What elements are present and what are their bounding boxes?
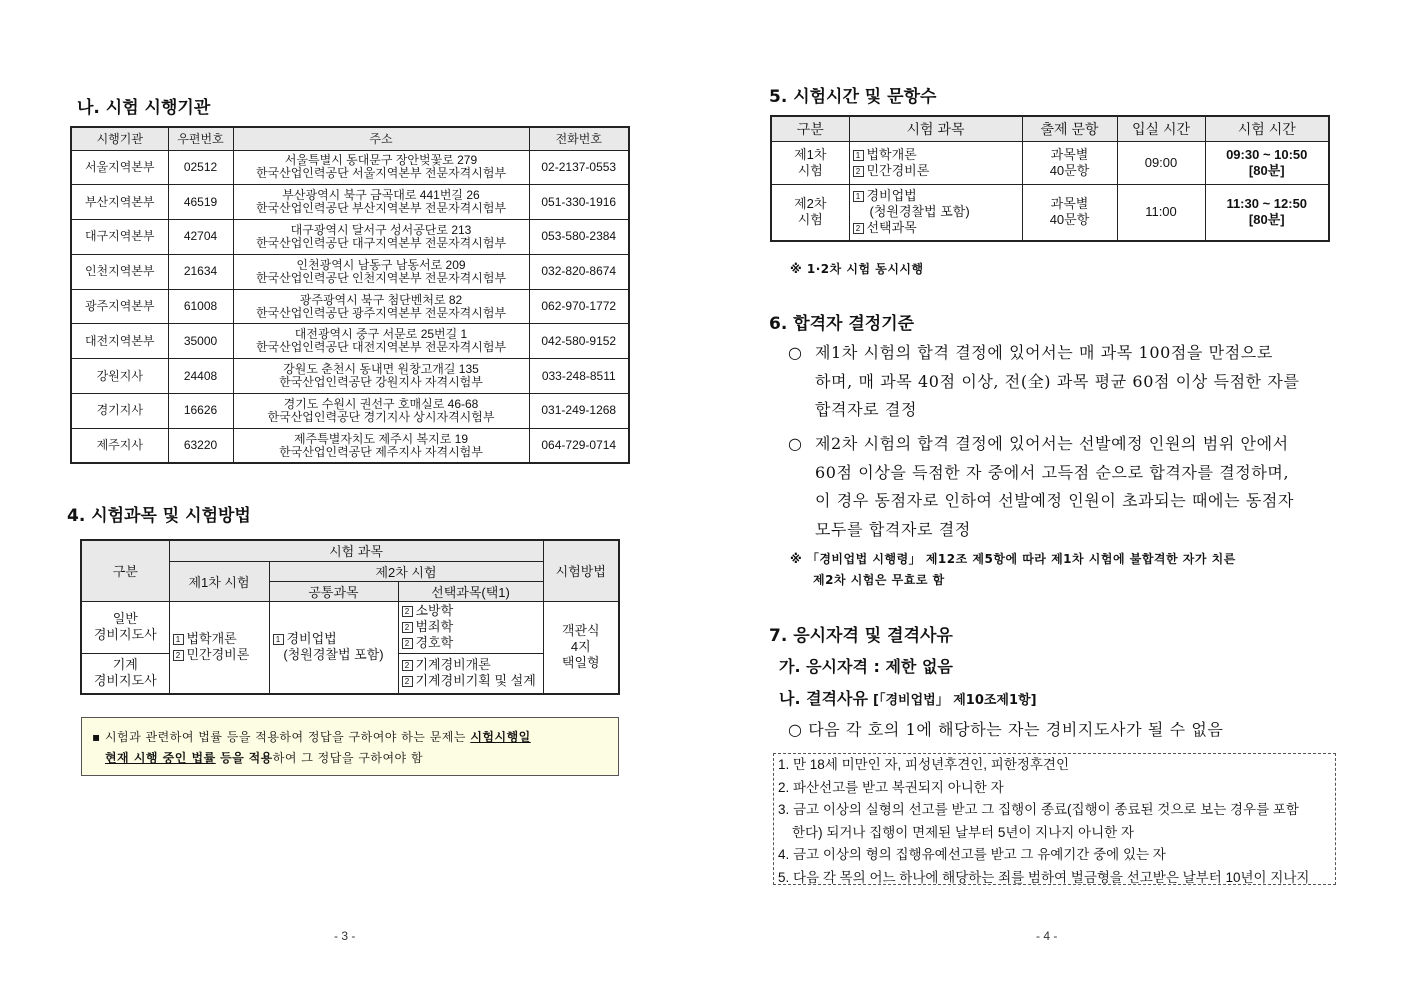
address-cell: 강원도 춘천시 동내면 원창고개길 135 한국산업인력공단 강원지사 자격시험부 — [233, 359, 529, 394]
elective-machine — [398, 653, 543, 694]
tel-cell: 033-248-8511 — [529, 359, 629, 394]
time-row-first — [771, 141, 1329, 184]
time-header-entry: 입실 시간 — [1117, 116, 1205, 141]
elective-item: 2 기계경비개론 — [402, 657, 543, 673]
disqualification-item: 5. 다음 각 목의 어느 하나에 해당하는 죄를 범하여 벌금형을 선고받은 날부터 10년이 지나지 — [778, 869, 1310, 885]
org-cell: 부산지역본부 — [71, 185, 168, 220]
header-subject: 시험 과목 — [169, 540, 543, 561]
concurrent-exam-note: ※ 1·2차 시험 동시시행 — [790, 262, 924, 276]
method-cell: 객관식 4지 택일형 — [543, 601, 619, 694]
org-cell: 대전지역본부 — [71, 324, 168, 359]
institution-row — [71, 428, 629, 463]
tel-cell: 032-820-8674 — [529, 254, 629, 289]
zip-cell: 35000 — [168, 324, 233, 359]
disqualification-list — [773, 753, 1336, 885]
number-box-icon: 1 — [273, 634, 284, 645]
header-first: 제1차 시험 — [169, 561, 269, 601]
section5-title: 5. 시험시간 및 문항수 — [769, 87, 937, 107]
org-cell: 광주지역본부 — [71, 289, 168, 324]
zip-cell: 61008 — [168, 289, 233, 324]
section4-title: 4. 시험과목 및 시험방법 — [67, 506, 251, 526]
invalid-note-line-2: 제2차 시험은 무효로 함 — [813, 573, 945, 587]
header-tel: 전화번호 — [529, 127, 629, 150]
header-zip: 우편번호 — [168, 127, 233, 150]
tel-cell: 051-330-1916 — [529, 185, 629, 220]
zip-cell: 46519 — [168, 185, 233, 220]
number-box-icon: 2 — [402, 660, 413, 671]
header-method: 시험방법 — [543, 540, 619, 601]
disqualification-intro: ○ 다음 각 호의 1에 해당하는 자는 경비지도사가 될 수 없음 — [788, 720, 1224, 739]
institution-row — [71, 150, 629, 185]
address-cell: 인천광역시 남동구 남동서로 209 한국산업인력공단 인천지역본부 전문자격시험부 — [233, 254, 529, 289]
elective-item: 2 범죄학 — [402, 619, 543, 635]
address-cell: 경기도 수원시 권선구 호매실로 46-68 한국산업인력공단 경기지사 상시자격시험부 — [233, 394, 529, 429]
org-cell: 제주지사 — [71, 428, 168, 463]
first-questions: 과목별 40문항 — [1022, 141, 1117, 184]
number-box-icon: 2 — [853, 223, 864, 234]
institution-row — [71, 185, 629, 220]
tel-cell: 02-2137-0553 — [529, 150, 629, 185]
elective-item: 2 기계경비기획 및 설계 — [402, 673, 543, 689]
number-box-icon: 1 — [853, 191, 864, 202]
time-header-duration: 시험 시간 — [1205, 116, 1329, 141]
zip-cell: 24408 — [168, 359, 233, 394]
page-number-right: - 4 - — [1036, 929, 1058, 943]
number-box-icon: 2 — [853, 166, 864, 177]
org-cell: 경기지사 — [71, 394, 168, 429]
page-number-left: - 3 - — [334, 929, 356, 943]
address-cell: 대전광역시 중구 서문로 25번길 1 한국산업인력공단 대전지역본부 전문자격시험부 — [233, 324, 529, 359]
address-cell: 제주특별자치도 제주시 복지로 19 한국산업인력공단 제주지사 자격시험부 — [233, 428, 529, 463]
address-cell: 부산광역시 북구 금곡대로 441번길 26 한국산업인력공단 부산지역본부 전문자격시험부 — [233, 185, 529, 220]
institution-row — [71, 220, 629, 255]
second-gubun: 제2차 시험 — [771, 184, 849, 241]
number-box-icon: 1 — [853, 150, 864, 161]
second-entry-time: 11:00 — [1117, 184, 1205, 241]
elective-item: 2 경호학 — [402, 635, 543, 651]
tel-cell: 062-970-1772 — [529, 289, 629, 324]
first-subject-list: 1 법학개론 2 민간경비론 — [849, 141, 1022, 184]
number-box-icon: 2 — [402, 622, 413, 633]
header-elective: 선택과목(택1) — [398, 581, 543, 601]
disqualification-item: 4. 금고 이상의 형의 집행유예선고를 받고 그 유예기간 중에 있는 자 — [778, 847, 1166, 862]
institution-row — [71, 324, 629, 359]
subject-header-row-1 — [81, 540, 619, 561]
time-header-gubun: 구분 — [771, 116, 849, 141]
institution-header-row — [71, 127, 629, 150]
number-box-icon: 2 — [402, 638, 413, 649]
time-header-questions: 출제 문항 — [1022, 116, 1117, 141]
first-subjects: 1 법학개론 2 민간경비론 — [169, 601, 269, 694]
header-address: 주소 — [233, 127, 529, 150]
second-questions: 과목별 40문항 — [1022, 184, 1117, 241]
disqualification-item: 2. 파산선고를 받고 복권되지 아니한 자 — [778, 779, 1004, 795]
zip-cell: 02512 — [168, 150, 233, 185]
org-cell: 대구지역본부 — [71, 220, 168, 255]
zip-cell: 16626 — [168, 394, 233, 429]
type-machine: 기계 경비지도사 — [81, 653, 169, 694]
first-exam-time: 09:30 ~ 10:50 [80분] — [1205, 141, 1329, 184]
time-header-subject: 시험 과목 — [849, 116, 1022, 141]
subject-table — [80, 539, 620, 695]
number-box-icon: 2 — [402, 676, 413, 687]
zip-cell: 21634 — [168, 254, 233, 289]
elective-item: 2 소방학 — [402, 603, 543, 619]
zip-cell: 63220 — [168, 428, 233, 463]
law-application-note: ▪ 시험과 관련하여 법률 등을 적용하여 정답을 구하여야 하는 문제는 시험시행일 현재 시행 중인 법률 등을 적용하여 그 정답을 구하여야 함 — [81, 717, 619, 776]
circle-bullet-icon: ○ — [788, 434, 803, 453]
org-cell: 서울지역본부 — [71, 150, 168, 185]
header-common: 공통과목 — [269, 581, 398, 601]
number-box-icon: 2 — [402, 606, 413, 617]
elective-general — [398, 601, 543, 653]
disqualification-item: 3. 금고 이상의 실형의 선고를 받고 그 집행이 종료(집행이 종료된 것으로 보는 경우를 포함 — [778, 802, 1299, 817]
second-exam-time: 11:30 ~ 12:50 [80분] — [1205, 184, 1329, 241]
first-gubun: 제1차 시험 — [771, 141, 849, 184]
number-box-icon: 2 — [173, 650, 184, 661]
subject-row-general — [81, 601, 619, 653]
section6-title: 6. 합격자 결정기준 — [769, 314, 915, 334]
section7-title: 7. 응시자격 및 결격사유 — [769, 626, 953, 646]
invalid-note-line-1: ※ 「경비업법 시행령」 제12조 제5항에 따라 제1차 시험에 불합격한 자가 치른 — [790, 552, 1236, 566]
exam-time-table — [770, 115, 1330, 242]
type-general: 일반 경비지도사 — [81, 601, 169, 653]
disqualification-subtitle: 나. 결격사유 [「경비업법」 제10조제1항] — [779, 689, 1037, 708]
first-entry-time: 09:00 — [1117, 141, 1205, 184]
disqualification-item: 한다) 되거나 집행이 면제된 날부터 5년이 지나지 아니한 자 — [792, 824, 1134, 840]
criteria-paragraph: ○ 제2차 시험의 합격 결정에 있어서는 선발예정 인원의 범위 안에서 60점 이상을 득점한 자 중에서 고득점 순으로 합격자를 결정하며, 이 경우 동점자로 인하여 선발예정 인원이 초과되는 때에는 동점자 모두를 합격자로 결정 — [815, 430, 1340, 545]
criteria-paragraph: ○ 제1차 시험의 합격 결정에 있어서는 매 과목 100점을 만점으로 하며, 매 과목 40점 이상, 전(全) 과목 평균 60점 이상 득점한 자를 합격자로 결정 — [815, 339, 1340, 425]
institution-row — [71, 394, 629, 429]
institution-row — [71, 359, 629, 394]
disqualification-item: 1. 만 18세 미만인 자, 피성년후견인, 피한정후견인 — [778, 757, 1070, 772]
header-org: 시행기관 — [71, 127, 168, 150]
tel-cell: 031-249-1268 — [529, 394, 629, 429]
institution-row — [71, 254, 629, 289]
number-box-icon: 1 — [173, 634, 184, 645]
time-row-second — [771, 184, 1329, 241]
circle-bullet-icon: ○ — [788, 343, 803, 362]
org-cell: 강원지사 — [71, 359, 168, 394]
institution-row — [71, 289, 629, 324]
eligibility-subtitle: 가. 응시자격 : 제한 없음 — [779, 657, 953, 676]
common-subject: 1 경비업법 (청원경찰법 포함) — [269, 601, 398, 694]
address-cell: 광주광역시 북구 첨단벤처로 82 한국산업인력공단 광주지역본부 전문자격시험부 — [233, 289, 529, 324]
zip-cell: 42704 — [168, 220, 233, 255]
second-subject-list: 1 경비업법 (청원경찰법 포함) 2 선택과목 — [849, 184, 1022, 241]
institution-table — [70, 126, 630, 464]
left-page — [0, 0, 700, 992]
org-cell: 인천지역본부 — [71, 254, 168, 289]
address-cell: 대구광역시 달서구 성서공단로 213 한국산업인력공단 대구지역본부 전문자격시험부 — [233, 220, 529, 255]
section-na-title: 나. 시험 시행기관 — [77, 98, 211, 118]
header-gubun: 구분 — [81, 540, 169, 601]
address-cell: 서울특별시 동대문구 장안벚꽃로 279 한국산업인력공단 서울지역본부 전문자격시험부 — [233, 150, 529, 185]
tel-cell: 064-729-0714 — [529, 428, 629, 463]
header-second: 제2차 시험 — [269, 561, 543, 581]
time-header-row — [771, 116, 1329, 141]
tel-cell: 042-580-9152 — [529, 324, 629, 359]
tel-cell: 053-580-2384 — [529, 220, 629, 255]
